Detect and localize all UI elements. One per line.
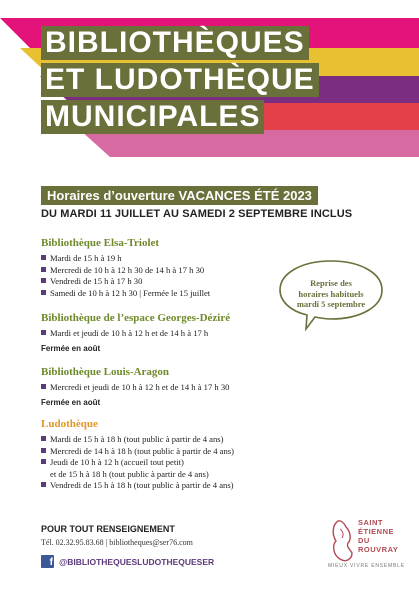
section-louis-aragon xyxy=(41,366,229,407)
city-tagline: MIEUX VIVRE ENSEMBLE xyxy=(328,563,405,569)
subtitle-banner: Horaires d’ouverture VACANCES ÉTÉ 2023 xyxy=(41,186,318,205)
section-title: Bibliothèque Elsa-Triolet xyxy=(41,237,160,249)
schedule-line: Mardi et jeudi de 10 h à 12 h et de 14 h à 17 h xyxy=(41,328,230,340)
facebook-link[interactable] xyxy=(41,555,214,568)
bullet-icon xyxy=(41,482,46,487)
contact-info: Tél. 02.32.95.83.68 | bibliotheques@ser76.com xyxy=(41,538,193,547)
schedule-line: Mardi de 15 h à 18 h (tout public à partir de 4 ans) xyxy=(41,434,234,446)
schedule-line-continued: et de 15 h à 18 h (tout public à partir de 4 ans) xyxy=(50,468,209,479)
schedule-line: Mercredi de 10 h à 12 h 30 de 14 h à 17 h 30 xyxy=(41,265,210,277)
main-title xyxy=(41,26,319,137)
bullet-icon xyxy=(41,290,46,295)
facebook-icon: f xyxy=(41,555,54,568)
schedule-line: Jeudi de 10 h à 12 h (accueil tout petit) xyxy=(41,457,234,469)
bullet-icon xyxy=(41,448,46,453)
schedule-line: Mercredi et jeudi de 10 h à 12 h et de 14 h à 17 h 30 xyxy=(41,382,229,394)
title-line-2: ET LUDOTHÈQUE xyxy=(41,63,319,97)
title-line-1: BIBLIOTHÈQUES xyxy=(41,26,309,60)
footer xyxy=(41,524,214,568)
closure-note: Fermée en août xyxy=(41,397,101,407)
schedule-line: Vendredi de 15 h à 18 h (tout public à partir de 4 ans) xyxy=(41,480,234,492)
facebook-handle: @BIBLIOTHEQUESLUDOTHEQUESER xyxy=(59,556,215,567)
section-title: Bibliothèque de l’espace Georges-Déziré xyxy=(41,312,231,324)
bullet-icon xyxy=(41,255,46,260)
schedule-line: Mercredi de 14 h à 18 h (tout public à partir de 4 ans) xyxy=(41,446,234,458)
footer-heading: POUR TOUT RENSEIGNEMENT xyxy=(41,524,175,534)
schedule-line: Vendredi de 15 h à 17 h 30 xyxy=(41,276,210,288)
date-range: DU MARDI 11 JUILLET AU SAMEDI 2 SEPTEMBRE INCLUS xyxy=(41,208,353,220)
bullet-icon xyxy=(41,384,46,389)
section-ludotheque xyxy=(41,418,234,492)
title-line-3: MUNICIPALES xyxy=(41,100,264,134)
section-georges-dezire xyxy=(41,312,230,353)
bullet-icon xyxy=(41,278,46,283)
bullet-icon xyxy=(41,330,46,335)
bullet-icon xyxy=(41,267,46,272)
schedule-line: Mardi de 15 h à 19 h xyxy=(41,253,210,265)
bubble-text: Reprise des horaires habituels mardi 5 septembre xyxy=(296,278,366,309)
bullet-icon xyxy=(41,436,46,441)
closure-note: Fermée en août xyxy=(41,343,101,353)
bullet-icon xyxy=(41,459,46,464)
section-elsa-triolet xyxy=(41,237,210,299)
section-title: Ludothèque xyxy=(41,418,98,430)
schedule-line: Samedi de 10 h à 12 h 30 | Fermée le 15 juillet xyxy=(41,288,210,300)
city-logo-text: SAINT ÉTIENNE DU ROUVRAY xyxy=(358,518,399,554)
section-title: Bibliothèque Louis-Aragon xyxy=(41,366,170,378)
